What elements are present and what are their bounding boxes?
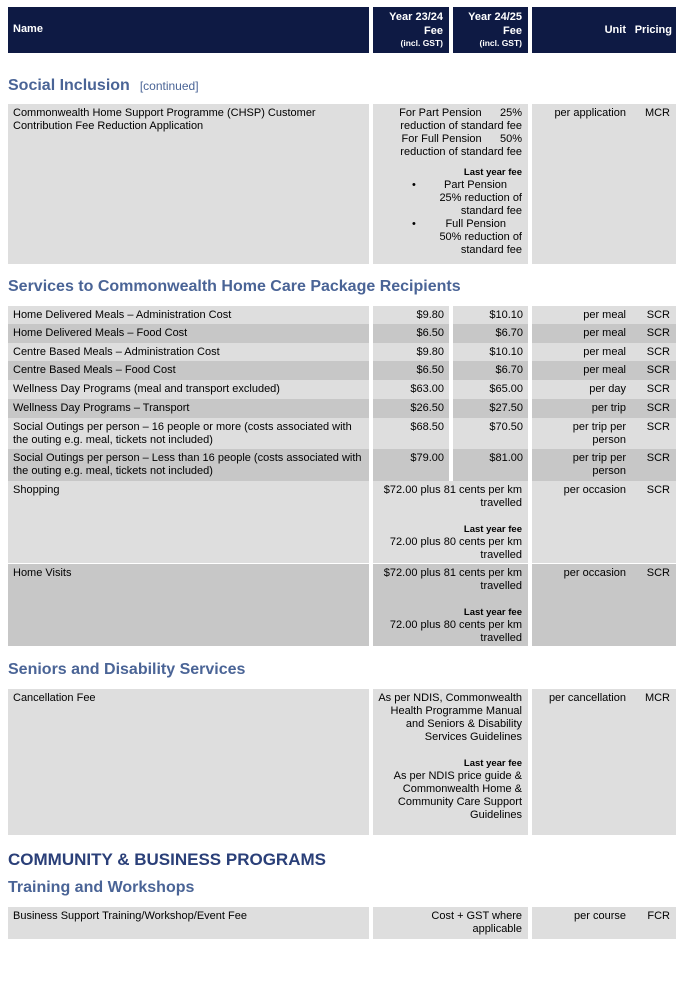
hcp-row-pricing: SCR bbox=[646, 364, 670, 376]
chsp-pricing: MCR bbox=[644, 107, 670, 119]
hcp-row-unit-pricing bbox=[532, 449, 676, 481]
hcp-row-unit-pricing bbox=[532, 324, 676, 343]
hcp-row-fee-merged bbox=[373, 481, 528, 563]
hcp-row-name-text: Shopping bbox=[13, 484, 60, 496]
header-unit: Unit bbox=[604, 24, 626, 36]
chsp-fee-line-4: reduction of standard fee bbox=[400, 146, 522, 158]
hcp-row-pricing: SCR bbox=[646, 484, 670, 496]
hcp-row-fee-2324-text: $26.50 bbox=[410, 402, 444, 414]
hcp-row-fee-text: $72.00 plus 81 cents per km travelled bbox=[383, 484, 522, 509]
hcp-row-fee-2324-text: $9.80 bbox=[416, 346, 444, 358]
hcp-row-unit-pricing bbox=[532, 380, 676, 399]
hcp-row-fee-2425 bbox=[453, 343, 528, 361]
hcp-row-name-text: Home Delivered Meals – Food Cost bbox=[13, 327, 188, 339]
header-name bbox=[8, 7, 369, 53]
hcp-row-unit: per trip per person bbox=[572, 421, 626, 446]
hcp-row-last-label: Last year fee bbox=[463, 607, 522, 618]
hcp-row-fee-2324 bbox=[373, 418, 449, 449]
hcp-row-name-text: Wellness Day Programs (meal and transport excluded) bbox=[13, 383, 280, 395]
hcp-row-unit: per trip per person bbox=[572, 452, 626, 477]
hcp-row-name bbox=[8, 361, 369, 380]
hcp-row-fee-2324 bbox=[373, 306, 449, 324]
cancellation-fee bbox=[373, 689, 528, 835]
cancellation-fee-text: As per NDIS, Commonwealth Health Programme Manual and Seniors & Disability Services Guidelines bbox=[378, 692, 522, 743]
hcp-row-fee-2425 bbox=[453, 399, 528, 418]
bullet-1: • bbox=[412, 179, 416, 191]
hcp-row-pricing: SCR bbox=[646, 309, 670, 321]
chsp-name-text: Commonwealth Home Support Programme (CHSP) Customer Contribution Fee Reduction Application bbox=[13, 107, 316, 132]
hcp-title: Services to Commonwealth Home Care Package Recipients bbox=[8, 278, 461, 295]
hcp-row-unit: per meal bbox=[583, 346, 626, 358]
header-fee-2425 bbox=[453, 7, 528, 53]
hcp-row-fee-2425 bbox=[453, 306, 528, 324]
cancellation-last-label: Last year fee bbox=[463, 758, 522, 769]
cancellation-unit-pricing bbox=[532, 689, 676, 835]
hcp-row-name bbox=[8, 418, 369, 449]
hcp-row-unit: per occasion bbox=[563, 484, 626, 496]
hcp-row-fee-2425-text: $6.70 bbox=[495, 364, 523, 376]
business-unit-pricing bbox=[532, 907, 676, 939]
hcp-row-name bbox=[8, 324, 369, 343]
business-name bbox=[8, 907, 369, 939]
hcp-row-name-text: Wellness Day Programs – Transport bbox=[13, 402, 190, 414]
seniors-title: Seniors and Disability Services bbox=[8, 661, 246, 678]
hcp-row-unit-pricing bbox=[532, 564, 676, 646]
section-title-social-inclusion bbox=[8, 77, 199, 95]
hcp-row-unit-pricing bbox=[532, 306, 676, 324]
hcp-row-fee-2425 bbox=[453, 449, 528, 481]
hcp-row-fee-2425 bbox=[453, 418, 528, 449]
hcp-row-unit: per meal bbox=[583, 309, 626, 321]
header-pricing: Pricing bbox=[634, 24, 672, 36]
hcp-row-fee-2425-text: $10.10 bbox=[489, 309, 523, 321]
hcp-row-name-text: Home Delivered Meals – Administration Cost bbox=[13, 309, 232, 321]
hcp-row-fee-2324 bbox=[373, 361, 449, 380]
hcp-row-fee-2324-text: $6.50 bbox=[416, 327, 444, 339]
hcp-row-name bbox=[8, 306, 369, 324]
hcp-row-pricing: SCR bbox=[646, 383, 670, 395]
header-fee-2324-fee: Fee bbox=[424, 25, 443, 37]
section-title-hcp bbox=[8, 278, 461, 296]
hcp-row-fee-2425-text: $10.10 bbox=[489, 346, 523, 358]
continued-label: [continued] bbox=[139, 79, 199, 93]
social-inclusion-title: Social Inclusion bbox=[8, 77, 130, 94]
chsp-bullet2-line1: Full Pension bbox=[445, 218, 506, 230]
hcp-row-unit-pricing bbox=[532, 481, 676, 563]
hcp-row-fee-2324-text: $6.50 bbox=[416, 364, 444, 376]
hcp-row-fee-2324 bbox=[373, 449, 449, 481]
hcp-row-name-text: Social Outings per person – Less than 16 people (costs associated with the outing e.g. meal, tickets not included) bbox=[13, 452, 362, 477]
hcp-row-name bbox=[8, 343, 369, 361]
hcp-row-unit: per occasion bbox=[563, 567, 626, 579]
hcp-row-fee-merged bbox=[373, 564, 528, 646]
chsp-last-year-label: Last year fee bbox=[463, 167, 522, 178]
hcp-row-last-text: 72.00 plus 80 cents per km travelled bbox=[389, 619, 522, 644]
hcp-row-fee-2324 bbox=[373, 399, 449, 418]
hcp-row-pricing: SCR bbox=[646, 421, 670, 433]
header-fee-2425-year: Year 24/25 bbox=[468, 11, 522, 23]
hcp-row-fee-2425-text: $81.00 bbox=[489, 452, 523, 464]
chsp-bullet2-line2: 50% reduction of bbox=[439, 231, 522, 243]
hcp-row-fee-2425 bbox=[453, 380, 528, 399]
hcp-row-fee-2425 bbox=[453, 361, 528, 380]
business-unit: per course bbox=[574, 910, 626, 922]
hcp-row-pricing: SCR bbox=[646, 567, 670, 579]
hcp-row-fee-2324 bbox=[373, 380, 449, 399]
business-name-text: Business Support Training/Workshop/Event Fee bbox=[13, 910, 247, 922]
hcp-row-fee-2324-text: $63.00 bbox=[410, 383, 444, 395]
cancellation-name bbox=[8, 689, 369, 835]
hcp-row-last-text: 72.00 plus 80 cents per km travelled bbox=[389, 536, 522, 561]
community-title: COMMUNITY & BUSINESS PROGRAMS bbox=[8, 850, 326, 869]
business-fee bbox=[373, 907, 528, 939]
section-title-community bbox=[8, 850, 326, 870]
header-fee-2425-fee: Fee bbox=[503, 25, 522, 37]
hcp-row-name-text: Home Visits bbox=[13, 567, 72, 579]
hcp-row-fee-2425-text: $65.00 bbox=[489, 383, 523, 395]
section-title-training bbox=[8, 879, 194, 897]
hcp-row-fee-2324 bbox=[373, 324, 449, 343]
hcp-row-name bbox=[8, 399, 369, 418]
header-fee-2324 bbox=[373, 7, 449, 53]
hcp-row-name-text: Centre Based Meals – Food Cost bbox=[13, 364, 176, 376]
hcp-row-name bbox=[8, 449, 369, 481]
chsp-bullet2-line3: standard fee bbox=[460, 244, 522, 256]
header-unit-pricing bbox=[532, 7, 676, 53]
chsp-unit-pricing bbox=[532, 104, 676, 264]
hcp-row-fee-2425-text: $6.70 bbox=[495, 327, 523, 339]
hcp-row-fee-2324 bbox=[373, 343, 449, 361]
hcp-row-unit: per day bbox=[589, 383, 626, 395]
cancellation-last-text: As per NDIS price guide & Commonwealth Home & Community Care Support Guidelines bbox=[393, 770, 522, 821]
hcp-row-fee-2324-text: $9.80 bbox=[416, 309, 444, 321]
hcp-row-unit-pricing bbox=[532, 418, 676, 449]
chsp-unit: per application bbox=[554, 107, 626, 119]
hcp-row-unit-pricing bbox=[532, 343, 676, 361]
hcp-row-name-text: Centre Based Meals – Administration Cost bbox=[13, 346, 220, 358]
hcp-row-pricing: SCR bbox=[646, 346, 670, 358]
header-fee-2324-gst: (incl. GST) bbox=[400, 38, 443, 48]
cancellation-unit: per cancellation bbox=[548, 692, 626, 704]
section-title-seniors bbox=[8, 661, 245, 679]
hcp-row-pricing: SCR bbox=[646, 452, 670, 464]
chsp-fee-line-3: For Full Pension 50% bbox=[401, 133, 522, 145]
hcp-row-unit: per meal bbox=[583, 327, 626, 339]
hcp-row-unit: per meal bbox=[583, 364, 626, 376]
hcp-row-fee-text: $72.00 plus 81 cents per km travelled bbox=[383, 567, 522, 592]
business-fee-text: Cost + GST where applicable bbox=[431, 910, 522, 935]
hcp-row-name bbox=[8, 380, 369, 399]
hcp-row-unit-pricing bbox=[532, 399, 676, 418]
hcp-row-last-label: Last year fee bbox=[463, 524, 522, 535]
hcp-row-fee-2425-text: $27.50 bbox=[489, 402, 523, 414]
chsp-bullet1-line2: 25% reduction of bbox=[439, 192, 522, 204]
hcp-row-fee-2425-text: $70.50 bbox=[489, 421, 523, 433]
chsp-fee-line-1: For Part Pension 25% bbox=[399, 107, 522, 119]
chsp-bullet1-line1: Part Pension bbox=[444, 179, 507, 191]
hcp-row-unit: per trip bbox=[591, 402, 626, 414]
chsp-bullet1-line3: standard fee bbox=[460, 205, 522, 217]
chsp-name bbox=[8, 104, 369, 264]
hcp-row-pricing: SCR bbox=[646, 327, 670, 339]
business-pricing: FCR bbox=[647, 910, 670, 922]
hcp-row-name bbox=[8, 481, 369, 563]
cancellation-pricing: MCR bbox=[644, 692, 670, 704]
bullet-2: • bbox=[412, 218, 416, 230]
hcp-row-fee-2425 bbox=[453, 324, 528, 343]
header-name-label: Name bbox=[13, 23, 43, 35]
hcp-row-fee-2324-text: $68.50 bbox=[410, 421, 444, 433]
header-fee-2324-year: Year 23/24 bbox=[389, 11, 443, 23]
training-title: Training and Workshops bbox=[8, 879, 195, 896]
hcp-row-unit-pricing bbox=[532, 361, 676, 380]
header-fee-2425-gst: (incl. GST) bbox=[479, 38, 522, 48]
hcp-row-pricing: SCR bbox=[646, 402, 670, 414]
chsp-fee bbox=[373, 104, 528, 264]
hcp-row-name-text: Social Outings per person – 16 people or more (costs associated with the outing e.g. meal, tickets not included) bbox=[13, 421, 352, 446]
chsp-fee-line-2: reduction of standard fee bbox=[400, 120, 522, 132]
hcp-row-name bbox=[8, 564, 369, 646]
hcp-row-fee-2324-text: $79.00 bbox=[410, 452, 444, 464]
cancellation-name-text: Cancellation Fee bbox=[13, 692, 96, 704]
